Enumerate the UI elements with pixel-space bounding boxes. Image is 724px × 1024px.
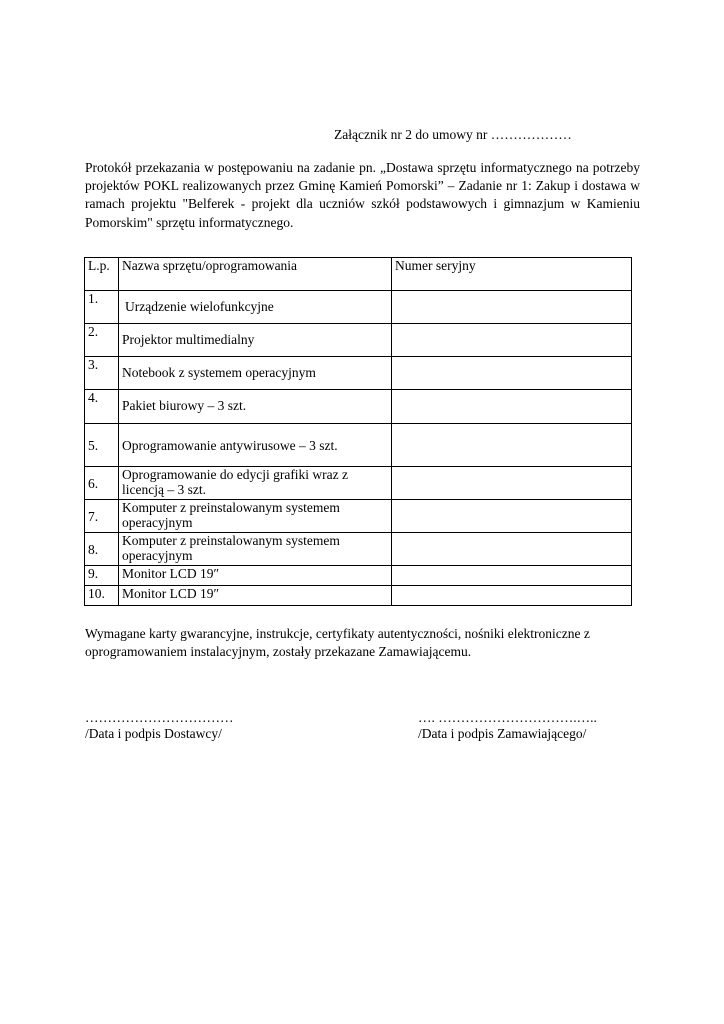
buyer-signature-block bbox=[418, 710, 597, 742]
row-name: Monitor LCD 19″ bbox=[119, 566, 392, 586]
attachment-title: Załącznik nr 2 do umowy nr ……………… bbox=[334, 127, 572, 142]
row-lp: 4. bbox=[85, 390, 119, 424]
row-serial bbox=[392, 500, 632, 533]
row-serial bbox=[392, 566, 632, 586]
row-lp: 9. bbox=[85, 566, 119, 586]
table-row bbox=[85, 324, 632, 357]
row-lp: 6. bbox=[85, 467, 119, 500]
table-row bbox=[85, 533, 632, 566]
header-lp: L.p. bbox=[85, 258, 119, 291]
table-row bbox=[85, 357, 632, 390]
table-row bbox=[85, 500, 632, 533]
handover-confirmation-paragraph: Wymagane karty gwarancyjne, instrukcje, certyfikaty autentyczności, nośniki elektroniczne z oprogramowaniem instalacyjnym, zostały przekazane Zamawiającemu. bbox=[85, 626, 590, 660]
row-serial bbox=[392, 390, 632, 424]
table-row bbox=[85, 424, 632, 467]
supplier-signature-label: /Data i podpis Dostawcy/ bbox=[85, 726, 222, 741]
row-name bbox=[119, 324, 392, 357]
row-lp: 1. bbox=[85, 291, 119, 324]
table-header-row bbox=[85, 258, 632, 291]
row-serial bbox=[392, 424, 632, 467]
row-lp: 3. bbox=[85, 357, 119, 390]
row-lp: 5. bbox=[85, 424, 119, 467]
row-serial bbox=[392, 357, 632, 390]
table-row bbox=[85, 467, 632, 500]
row-lp: 8. bbox=[85, 533, 119, 566]
header-serial: Numer seryjny bbox=[392, 258, 632, 291]
row-name-text: Pakiet biurowy – 3 szt. bbox=[122, 398, 247, 413]
row-name-text: Urządzenie wielofunkcyjne bbox=[125, 299, 274, 314]
table-row bbox=[85, 566, 632, 586]
row-name bbox=[119, 357, 392, 390]
table-row bbox=[85, 390, 632, 424]
row-name-text: Projektor multimedialny bbox=[122, 332, 255, 347]
buyer-signature-line: …. ………………………….….. bbox=[418, 710, 597, 725]
table-row bbox=[85, 291, 632, 324]
equipment-table bbox=[84, 257, 632, 606]
row-serial bbox=[392, 586, 632, 606]
buyer-signature-label: /Data i podpis Zamawiającego/ bbox=[418, 726, 587, 741]
row-lp: 10. bbox=[85, 586, 119, 606]
row-name-text: Notebook z systemem operacyjnym bbox=[122, 365, 316, 380]
row-serial bbox=[392, 291, 632, 324]
row-serial bbox=[392, 324, 632, 357]
row-name bbox=[119, 390, 392, 424]
row-name bbox=[119, 291, 392, 324]
row-name: Komputer z preinstalowanym systemem operacyjnym bbox=[119, 500, 392, 533]
row-lp: 7. bbox=[85, 500, 119, 533]
protocol-intro-paragraph: Protokół przekazania w postępowaniu na zadanie pn. „Dostawa sprzętu informatycznego na potrzeby projektów POKL realizowanych przez Gminę Kamień Pomorski” – Zadanie nr 1: Zakup i dostawa w ramach projektu "Belferek - projekt dla uczniów szkół podstawowych i gimnazjum w Kamieniu Pomorskim" sprzętu informatycznego. bbox=[85, 160, 640, 230]
supplier-signature-line: …………………………… bbox=[85, 710, 234, 725]
header-name: Nazwa sprzętu/oprogramowania bbox=[119, 258, 392, 291]
row-serial bbox=[392, 533, 632, 566]
row-name: Oprogramowanie antywirusowe – 3 szt. bbox=[119, 424, 392, 467]
row-serial bbox=[392, 467, 632, 500]
row-name: Komputer z preinstalowanym systemem operacyjnym bbox=[119, 533, 392, 566]
row-name: Oprogramowanie do edycji grafiki wraz z licencją – 3 szt. bbox=[119, 467, 392, 500]
supplier-signature-block bbox=[85, 710, 234, 742]
row-name: Monitor LCD 19″ bbox=[119, 586, 392, 606]
row-lp: 2. bbox=[85, 324, 119, 357]
table-row bbox=[85, 586, 632, 606]
